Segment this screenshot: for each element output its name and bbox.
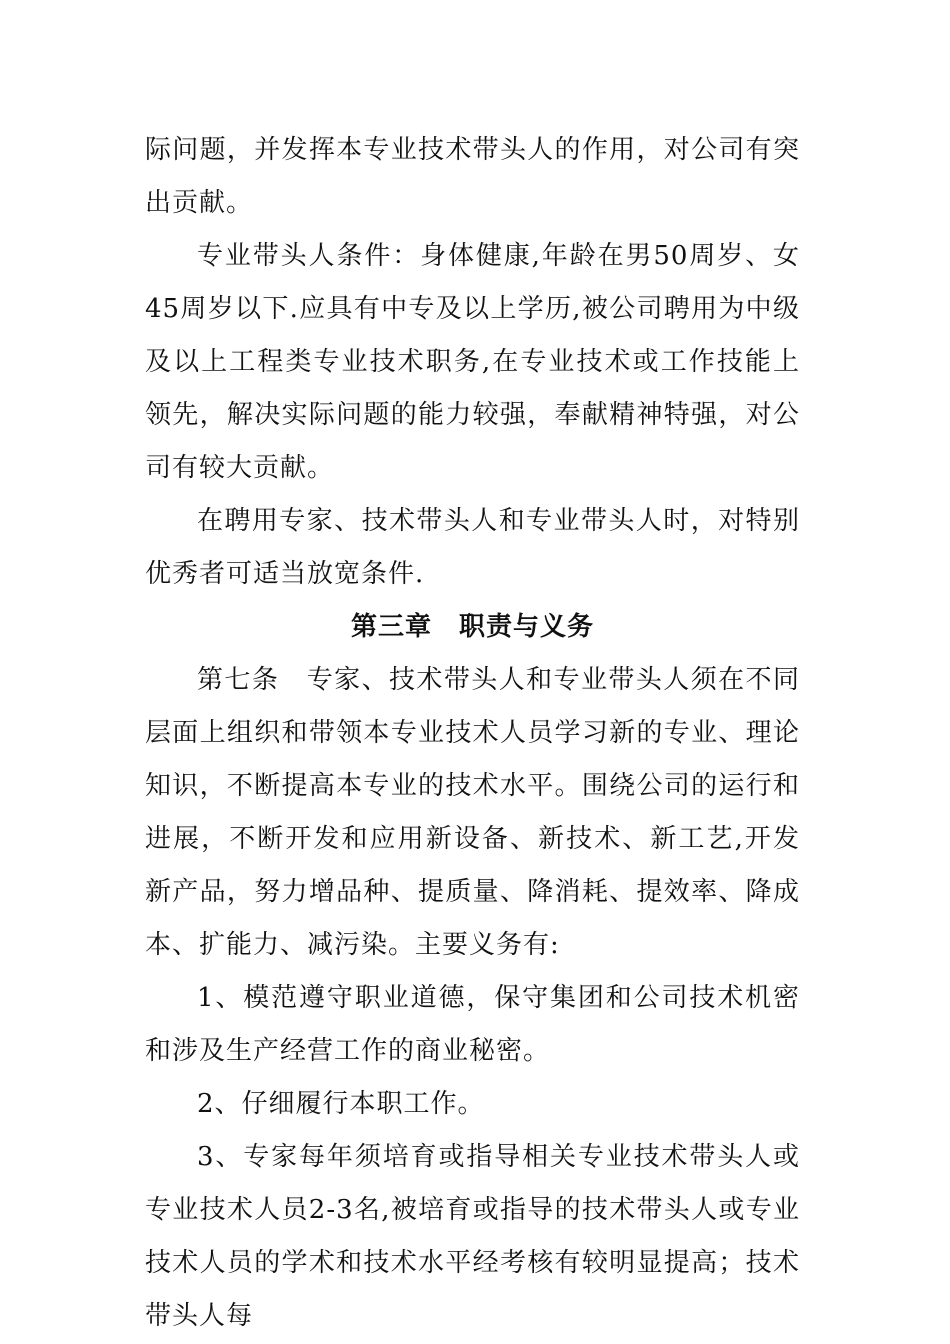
list-item: 1、模范遵守职业道德，保守集团和公司技术机密和涉及生产经营工作的商业秘密。: [145, 983, 800, 1066]
document-page: [145, 124, 800, 1343]
list-item: 3、专家每年须培育或指导相关专业技术带头人或专业技术人员2-3名,被培育或指导的技术带头人或专业技术人员的学术和技术水平经考核有较明显提高；技术带头人每: [145, 1142, 800, 1331]
chapter-title: 第三章 职责与义务: [350, 612, 594, 642]
paragraph: 第七条 专家、技术带头人和专业带头人须在不同层面上组织和带领本专业技术人员学习新的专业、理论知识，不断提高本专业的技术水平。围绕公司的运行和进展，不断开发和应用新设备、新技术、新工艺,开发新产品，努力增品种、提质量、降消耗、提效率、降成本、扩能力、减污染。主要义务有:: [145, 665, 800, 960]
paragraph: 专业带头人条件：身体健康,年龄在男50周岁、女45周岁以下.应具有中专及以上学历,被公司聘用为中级及以上工程类专业技术职务,在专业技术或工作技能上领先，解决实际问题的能力较强，奉献精神特强，对公司有较大贡献。: [145, 241, 800, 483]
list-item: 2、仔细履行本职工作。: [197, 1089, 485, 1119]
paragraph: 在聘用专家、技术带头人和专业带头人时，对特别优秀者可适当放宽条件.: [145, 506, 800, 589]
paragraph: 际问题，并发挥本专业技术带头人的作用，对公司有突出贡献。: [145, 135, 800, 218]
